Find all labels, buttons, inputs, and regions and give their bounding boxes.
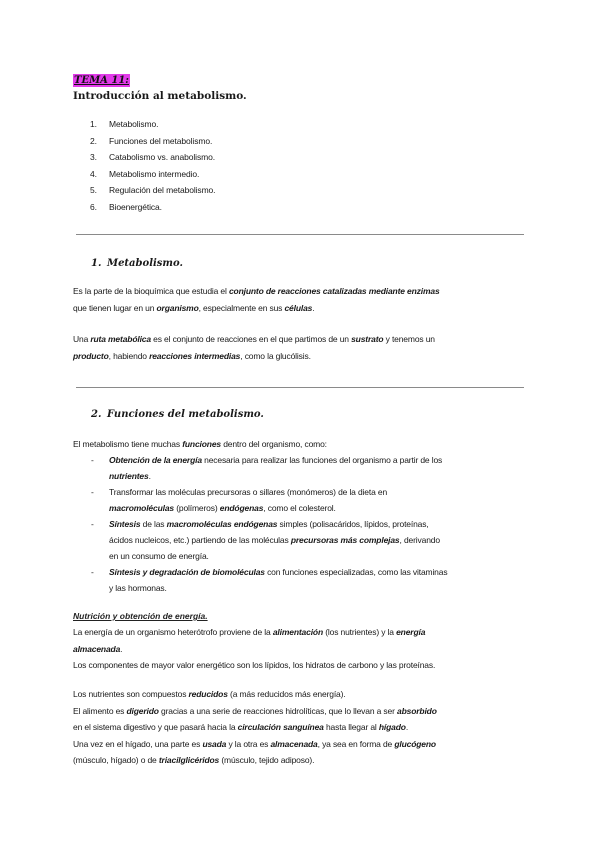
nutrition-paragraph-2 bbox=[73, 686, 527, 769]
toc-label: Catabolismo vs. anabolismo. bbox=[109, 152, 215, 163]
text-span: energía bbox=[396, 627, 426, 637]
divider bbox=[76, 387, 524, 388]
toc-label: Metabolismo. bbox=[109, 119, 159, 129]
text-span: en el sistema digestivo y que pasará hacia la bbox=[73, 722, 238, 733]
functions-list bbox=[91, 452, 447, 596]
text-span: y la otra es bbox=[226, 738, 271, 749]
text-span: El alimento es bbox=[73, 705, 127, 716]
toc-item bbox=[90, 166, 215, 183]
text-span: absorbido bbox=[397, 705, 437, 716]
text-span: precursoras más complejas bbox=[290, 535, 400, 545]
text-span: con funciones especializadas, como las vitaminas bbox=[264, 567, 448, 577]
tema-label: TEMA 11: bbox=[74, 75, 129, 86]
section-title: Funciones del metabolismo. bbox=[107, 409, 264, 420]
toc-number: 4. bbox=[90, 168, 97, 179]
toc-number: 1. bbox=[90, 119, 97, 129]
text-span: ruta metabólica bbox=[90, 334, 151, 344]
text-span: triacilglicéridos bbox=[158, 755, 220, 766]
text-span: . bbox=[405, 722, 409, 733]
text-span: , derivando bbox=[399, 535, 440, 545]
section-1-paragraph-2 bbox=[73, 331, 527, 364]
text-span: nutrientes bbox=[109, 471, 149, 481]
divider bbox=[76, 234, 524, 235]
section-title: Metabolismo. bbox=[107, 258, 183, 269]
text-span: macromoléculas endógenas bbox=[166, 519, 278, 529]
text-span: El metabolismo tiene muchas bbox=[73, 439, 183, 449]
toc-number: 6. bbox=[90, 201, 97, 212]
text-span: reacciones intermedias bbox=[149, 350, 241, 361]
text-span: , especialmente en sus bbox=[198, 302, 285, 313]
text-span: . bbox=[312, 302, 315, 313]
text-span: es el conjunto de reacciones en el que partimos de un bbox=[150, 334, 352, 344]
text-span: (a más reducidos más energía). bbox=[227, 689, 346, 699]
text-span: de las bbox=[140, 519, 167, 529]
text-span: (los nutrientes) y la bbox=[323, 627, 397, 637]
text-span: dentro del organismo, como: bbox=[220, 439, 327, 449]
text-span: (músculo, hígado) o de bbox=[73, 755, 159, 766]
toc-item bbox=[90, 133, 215, 150]
text-span: conjunto de reacciones catalizadas mediante enzimas bbox=[228, 286, 440, 296]
table-of-contents bbox=[90, 116, 215, 216]
text-span: usada bbox=[202, 738, 227, 749]
toc-label: Bioenergética. bbox=[109, 201, 162, 212]
text-span: células bbox=[284, 302, 313, 313]
text-span: en un consumo de energía. bbox=[109, 551, 209, 561]
subsection-heading: Nutrición y obtención de energía. bbox=[73, 611, 208, 621]
list-item bbox=[91, 516, 447, 564]
document-title: Introducción al metabolismo. bbox=[73, 90, 247, 102]
text-span: circulación sanguínea bbox=[237, 722, 324, 733]
text-span: hígado bbox=[378, 722, 406, 733]
toc-label: Metabolismo intermedio. bbox=[109, 168, 200, 179]
text-span: y las hormonas. bbox=[109, 583, 167, 593]
text-span: endógenas bbox=[219, 503, 264, 513]
list-item bbox=[91, 452, 447, 484]
text-span: macromoléculas bbox=[109, 503, 174, 513]
toc-number: 3. bbox=[90, 152, 97, 163]
toc-label: Funciones del metabolismo. bbox=[109, 135, 213, 146]
text-span: almacenada bbox=[270, 738, 318, 749]
nutrition-paragraph-1 bbox=[73, 624, 527, 674]
section-1-paragraph-1 bbox=[73, 283, 527, 316]
toc-item bbox=[90, 199, 215, 216]
list-item bbox=[91, 484, 447, 516]
toc-item bbox=[90, 182, 215, 199]
text-span: Los nutrientes son compuestos bbox=[73, 689, 189, 699]
text-span: que tienen lugar en un bbox=[73, 302, 157, 313]
text-span: digerido bbox=[126, 705, 159, 716]
text-span: Una vez en el hígado, una parte es bbox=[73, 738, 203, 749]
text-span: , habiendo bbox=[108, 350, 150, 361]
text-span: producto bbox=[73, 350, 109, 361]
text-span: , ya sea en forma de bbox=[317, 738, 395, 749]
toc-item bbox=[90, 149, 215, 166]
text-span: sustrato bbox=[351, 334, 384, 344]
section-number: 2. bbox=[91, 409, 102, 420]
text-span: Síntesis y degradación de biomoléculas bbox=[109, 567, 265, 577]
toc-label: Regulación del metabolismo. bbox=[109, 185, 216, 196]
section-2-heading bbox=[91, 408, 264, 422]
text-span: . bbox=[148, 471, 151, 481]
section-1-heading bbox=[91, 257, 183, 271]
text-span: Una bbox=[73, 334, 91, 344]
toc-item bbox=[90, 116, 215, 133]
text-span: y tenemos un bbox=[383, 334, 435, 344]
text-span: hasta llegar al bbox=[323, 722, 379, 733]
section-2-intro bbox=[73, 436, 527, 453]
text-span: reducidos bbox=[188, 689, 228, 699]
section-number: 1. bbox=[91, 258, 102, 269]
text-span: La energía de un organismo heterótrofo proviene de la bbox=[73, 627, 273, 637]
text-span: , como la glucólisis. bbox=[240, 350, 311, 361]
text-span: organismo bbox=[156, 302, 199, 313]
list-item bbox=[91, 564, 447, 596]
text-span: Transformar las moléculas precursoras o sillares (monómeros) de la dieta en bbox=[109, 487, 388, 497]
text-span: ácidos nucleicos, etc.) partiendo de las moléculas bbox=[109, 535, 291, 545]
text-span: . bbox=[120, 643, 123, 654]
toc-number: 2. bbox=[90, 135, 97, 146]
text-span: Es la parte de la bioquímica que estudia el bbox=[73, 286, 229, 296]
toc-number: 5. bbox=[90, 185, 97, 196]
text-span: Síntesis bbox=[109, 519, 141, 529]
text-span: glucógeno bbox=[394, 738, 436, 749]
text-span: alimentación bbox=[272, 627, 323, 637]
text-span: (polímeros) bbox=[174, 503, 220, 513]
text-span: almacenada bbox=[73, 643, 121, 654]
text-span: simples (polisacáridos, lípidos, proteínas, bbox=[277, 519, 429, 529]
text-span: necesaria para realizar las funciones del organismo a partir de los bbox=[201, 455, 443, 465]
text-span: gracias a una serie de reacciones hidrolíticas, que lo llevan a ser bbox=[158, 705, 398, 716]
text-span: , como el colesterol. bbox=[263, 503, 336, 513]
text-span: (músculo, tejido adiposo). bbox=[219, 755, 315, 766]
text-span: Obtención de la energía bbox=[109, 455, 202, 465]
text-span: funciones bbox=[182, 439, 221, 449]
text-span: Los componentes de mayor valor energético son los lípidos, los hidratos de carbono y las proteínas. bbox=[73, 660, 436, 671]
title-block bbox=[73, 70, 247, 103]
